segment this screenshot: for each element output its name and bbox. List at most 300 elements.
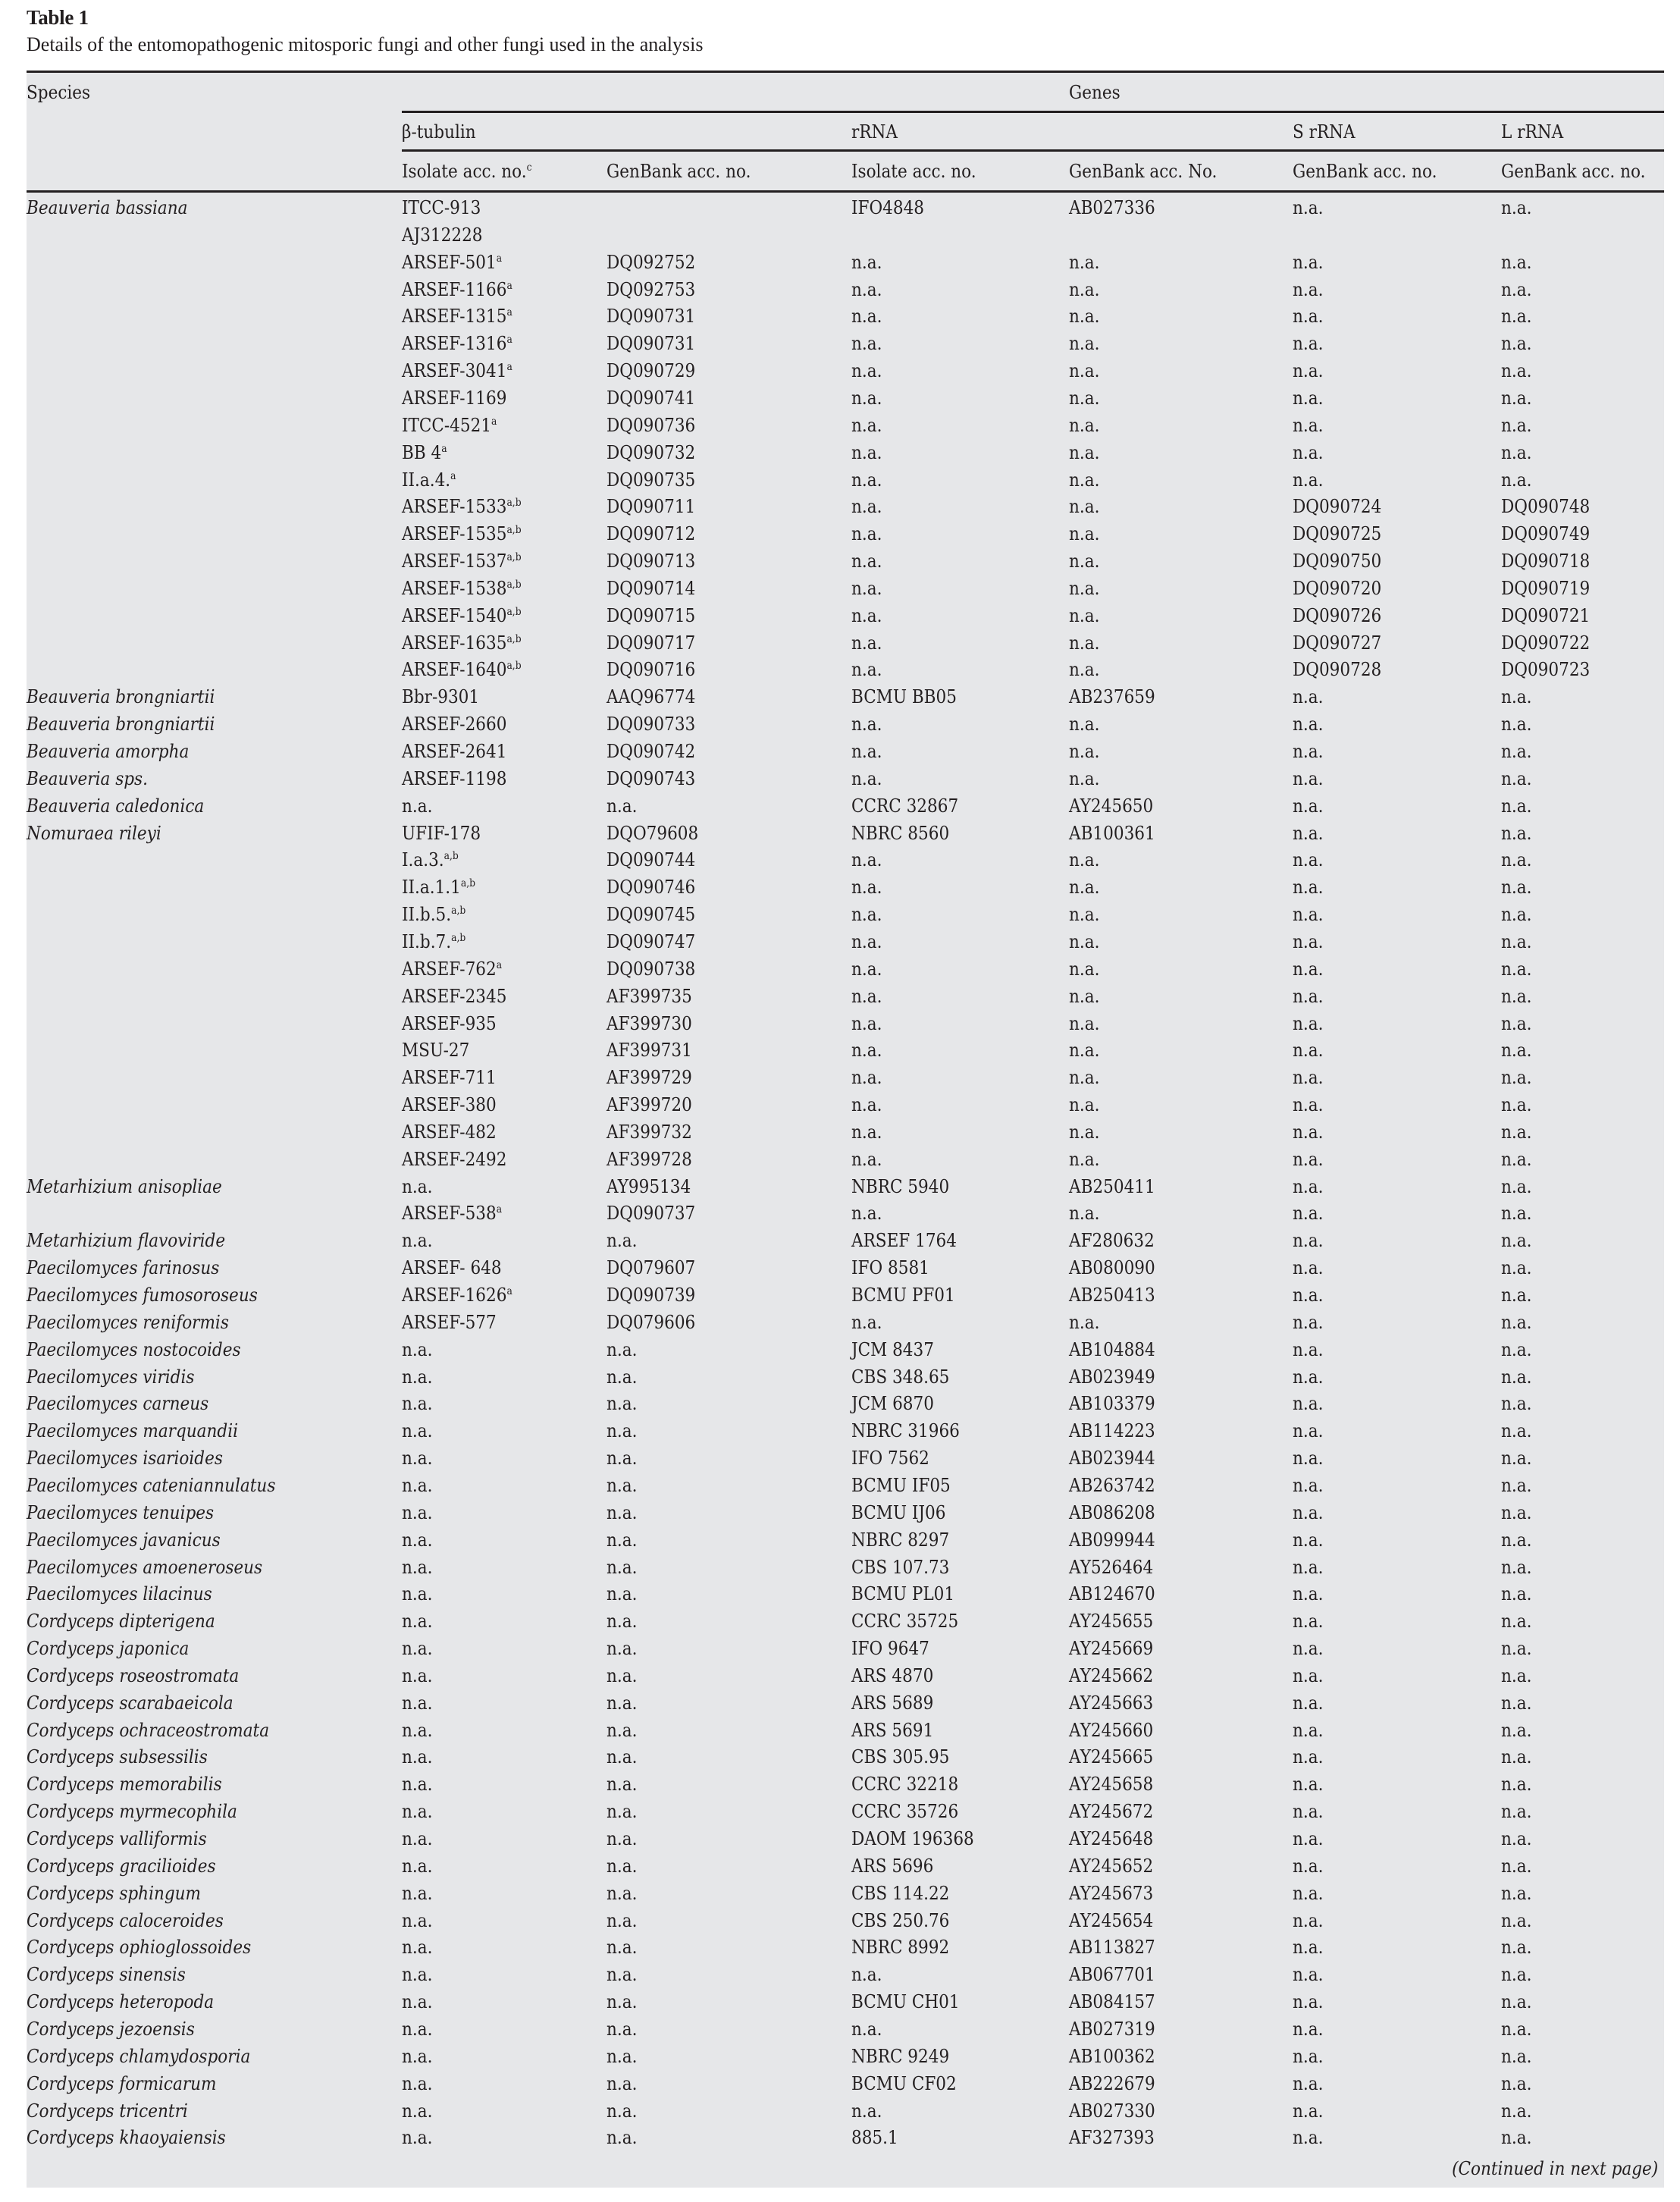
bt-isolate-cell [402, 1771, 432, 1797]
rrna-isolate-cell: n.a. [851, 1012, 882, 1034]
isolate-label: ITCC-4521 [402, 413, 492, 436]
l-rrna-genbank-cell: n.a. [1501, 957, 1532, 980]
s-rrna-genbank-cell: n.a. [1293, 332, 1324, 355]
l-rrna-genbank-cell: DQ090721 [1501, 604, 1591, 626]
rrna-genbank-cell: n.a. [1069, 1066, 1100, 1089]
l-rrna-genbank-cell: n.a. [1501, 1909, 1532, 1931]
rrna-genbank-cell: AB080090 [1069, 1256, 1155, 1279]
isolate-label: ARSEF-2641 [402, 740, 507, 762]
s-rrna-genbank-cell: n.a. [1293, 278, 1324, 300]
rrna-genbank-cell: n.a. [1069, 468, 1100, 491]
bt-isolate-cell [402, 1934, 432, 1960]
rrna-isolate-cell: n.a. [851, 550, 882, 572]
l-rrna-genbank-cell: n.a. [1501, 1039, 1532, 1062]
s-rrna-genbank-cell: n.a. [1293, 359, 1324, 382]
rrna-isolate-cell: CBS 107.73 [851, 1555, 950, 1578]
rrna-isolate-cell: BCMU CH01 [851, 1990, 960, 2013]
l-rrna-genbank-cell: n.a. [1501, 305, 1532, 328]
bt-genbank-cell: AF399720 [606, 1093, 692, 1116]
rrna-genbank-cell: n.a. [1069, 386, 1100, 409]
rrna-genbank-cell: n.a. [1069, 522, 1100, 545]
isolate-label: ARSEF-711 [402, 1066, 497, 1089]
header-genes: Genes [1069, 81, 1121, 103]
isolate-label: II.b.5. [402, 903, 452, 926]
species-cell: Cordyceps gracilioides [27, 1854, 216, 1877]
bt-genbank-cell: DQ090729 [606, 359, 696, 382]
rrna-genbank-cell: n.a. [1069, 848, 1100, 871]
species-cell: Paecilomyces nostocoides [27, 1338, 241, 1360]
s-rrna-genbank-cell: n.a. [1293, 413, 1324, 436]
footnote-marker: a [450, 469, 456, 482]
isolate-label: n.a. [402, 2099, 433, 2122]
rrna-genbank-cell: AB027319 [1069, 2017, 1155, 2040]
l-rrna-genbank-cell: n.a. [1501, 685, 1532, 708]
bt-isolate-cell [402, 1011, 497, 1037]
l-rrna-genbank-cell: n.a. [1501, 1963, 1532, 1986]
bt-isolate-cell [402, 2071, 432, 2097]
s-rrna-genbank-cell: DQ090720 [1293, 576, 1382, 599]
rrna-genbank-cell: AB100362 [1069, 2044, 1155, 2067]
isolate-label: n.a. [402, 1528, 433, 1551]
rrna-genbank-cell: AB124670 [1069, 1582, 1155, 1605]
l-rrna-genbank-cell: n.a. [1501, 1310, 1532, 1333]
l-rrna-genbank-cell: DQ090748 [1501, 495, 1591, 518]
isolate-label: n.a. [402, 794, 433, 817]
footnote-marker: a [506, 279, 512, 292]
species-cell: Beauveria caledonica [27, 794, 205, 817]
bt-genbank-cell: n.a. [606, 1746, 638, 1768]
l-rrna-genbank-cell: n.a. [1501, 1202, 1532, 1225]
isolate-label: II.a.1.1 [402, 876, 461, 899]
s-rrna-genbank-cell: n.a. [1293, 1066, 1324, 1089]
footnote-marker: a,b [506, 578, 522, 591]
isolate-label: n.a. [402, 1419, 433, 1442]
rrna-isolate-cell: n.a. [851, 278, 882, 300]
bt-genbank-cell: DQ090733 [606, 713, 696, 736]
bt-genbank-cell: n.a. [606, 2072, 638, 2094]
rrna-isolate-cell: n.a. [851, 984, 882, 1007]
bt-isolate-cell [402, 521, 522, 547]
s-rrna-genbank-cell: n.a. [1293, 1773, 1324, 1796]
s-rrna-genbank-cell: n.a. [1293, 1555, 1324, 1578]
l-rrna-genbank-cell: n.a. [1501, 1637, 1532, 1660]
bt-genbank-cell: AF399732 [606, 1120, 692, 1143]
rrna-isolate-cell: IFO4848 [851, 196, 925, 218]
isolate-label: n.a. [402, 2017, 433, 2040]
s-rrna-genbank-cell: n.a. [1293, 1909, 1324, 1931]
isolate-label: ARSEF-1535 [402, 522, 507, 545]
footnote-marker: a,b [506, 632, 522, 645]
rrna-genbank-cell: AY245669 [1069, 1637, 1154, 1660]
bt-genbank-cell: n.a. [606, 1582, 638, 1605]
rrna-isolate-cell: JCM 6870 [851, 1392, 934, 1415]
rrna-genbank-cell: n.a. [1069, 550, 1100, 572]
s-rrna-genbank-cell: n.a. [1293, 1501, 1324, 1523]
bt-genbank-cell: n.a. [606, 1528, 638, 1551]
bt-isolate-cell [402, 331, 512, 356]
rrna-genbank-cell: AY245663 [1069, 1691, 1154, 1714]
species-cell: Paecilomyces marquandii [27, 1419, 239, 1442]
rrna-genbank-cell: AB027336 [1069, 196, 1155, 218]
bt-genbank-cell: DQ090747 [606, 930, 696, 952]
footnote-marker: c [526, 161, 532, 174]
isolate-label: ARSEF-1316 [402, 332, 507, 355]
species-cell: Paecilomyces javanicus [27, 1528, 221, 1551]
bt-genbank-cell: n.a. [606, 1718, 638, 1741]
bt-isolate-cell [402, 1744, 432, 1770]
rrna-genbank-cell: n.a. [1069, 984, 1100, 1007]
isolate-label: n.a. [402, 1447, 433, 1470]
l-rrna-genbank-cell: n.a. [1501, 1419, 1532, 1442]
bt-genbank-cell: n.a. [606, 1691, 638, 1714]
species-cell: Nomuraea rileyi [27, 821, 161, 844]
bt-isolate-cell [402, 630, 522, 656]
bt-isolate-cell [402, 1989, 432, 2015]
species-cell: Metarhizium anisopliae [27, 1175, 222, 1197]
isolate-label: ARSEF-1315 [402, 305, 507, 328]
rrna-isolate-cell: BCMU BB05 [851, 685, 957, 708]
header-group-rrna: rRNA [851, 121, 898, 143]
rrna-isolate-cell: n.a. [851, 957, 882, 980]
bt-isolate-cell [402, 1418, 432, 1444]
species-cell: Cordyceps dipterigena [27, 1610, 215, 1633]
s-rrna-genbank-cell: n.a. [1293, 1990, 1324, 2013]
rrna-genbank-cell: n.a. [1069, 1310, 1100, 1333]
l-rrna-genbank-cell: n.a. [1501, 413, 1532, 436]
rrna-isolate-cell: n.a. [851, 1202, 882, 1225]
header-s-rrna-genbank: GenBank acc. no. [1293, 160, 1437, 182]
bt-genbank-cell: DQ090744 [606, 848, 696, 871]
rrna-genbank-cell: AB023944 [1069, 1447, 1155, 1470]
s-rrna-genbank-cell: n.a. [1293, 794, 1324, 817]
bt-genbank-cell: n.a. [606, 1854, 638, 1877]
bt-isolate-cell [402, 548, 522, 574]
bt-genbank-cell: DQ079606 [606, 1310, 696, 1333]
rrna-isolate-cell: BCMU IJ06 [851, 1501, 946, 1523]
bt-genbank-cell: DQ090711 [606, 495, 696, 518]
l-rrna-genbank-cell: n.a. [1501, 1392, 1532, 1415]
s-rrna-genbank-cell: n.a. [1293, 1229, 1324, 1252]
s-rrna-genbank-cell: n.a. [1293, 1800, 1324, 1823]
l-rrna-genbank-cell: n.a. [1501, 1528, 1532, 1551]
l-rrna-genbank-cell: n.a. [1501, 1610, 1532, 1633]
bt-genbank-cell: n.a. [606, 1419, 638, 1442]
bt-isolate-cell [402, 1445, 432, 1471]
rrna-isolate-cell: n.a. [851, 359, 882, 382]
l-rrna-genbank-cell: n.a. [1501, 1990, 1532, 2013]
rrna-isolate-cell: NBRC 5940 [851, 1175, 950, 1197]
bt-isolate-cell [402, 1473, 432, 1498]
footnote-marker: a,b [444, 850, 459, 863]
header-bt-genbank: GenBank acc. no. [606, 160, 751, 182]
l-rrna-genbank-cell: n.a. [1501, 1120, 1532, 1143]
s-rrna-genbank-cell: n.a. [1293, 1039, 1324, 1062]
rrna-isolate-cell: BCMU IF05 [851, 1473, 951, 1496]
footnote-marker: a [441, 442, 447, 455]
isolate-label: n.a. [402, 1365, 433, 1388]
species-cell: Cordyceps scarabaeicola [27, 1691, 234, 1714]
isolate-label: ARSEF-380 [402, 1093, 497, 1116]
rrna-genbank-cell: n.a. [1069, 930, 1100, 952]
l-rrna-genbank-cell: n.a. [1501, 2044, 1532, 2067]
isolate-label: n.a. [402, 1827, 433, 1849]
bt-isolate-cell [402, 1690, 432, 1716]
s-rrna-genbank-cell: n.a. [1293, 1664, 1324, 1686]
footnote-marker: a [506, 360, 512, 373]
rrna-genbank-cell: AY245655 [1069, 1610, 1154, 1633]
bt-isolate-cell [402, 1500, 432, 1526]
s-rrna-genbank-cell: DQ090750 [1293, 550, 1382, 572]
s-rrna-genbank-cell: DQ090727 [1293, 631, 1382, 654]
bt-genbank-cell: DQ090737 [606, 1202, 696, 1225]
species-cell: Paecilomyces reniformis [27, 1310, 229, 1333]
rrna-isolate-cell: n.a. [851, 332, 882, 355]
species-cell: Paecilomyces farinosus [27, 1256, 220, 1279]
l-rrna-genbank-cell: n.a. [1501, 1773, 1532, 1796]
bt-isolate-cell [402, 222, 483, 248]
isolate-label: n.a. [402, 1473, 433, 1496]
isolate-label: ARSEF-1640 [402, 658, 507, 681]
isolate-label: n.a. [402, 1854, 433, 1877]
footnote-marker: a,b [506, 550, 522, 563]
l-rrna-genbank-cell: n.a. [1501, 903, 1532, 926]
rrna-isolate-cell: n.a. [851, 604, 882, 626]
s-rrna-genbank-cell: n.a. [1293, 305, 1324, 328]
rrna-isolate-cell: n.a. [851, 1147, 882, 1170]
isolate-label: n.a. [402, 1691, 433, 1714]
rrna-isolate-cell: ARS 4870 [851, 1664, 934, 1686]
rrna-isolate-cell: ARS 5691 [851, 1718, 934, 1741]
bt-genbank-cell: n.a. [606, 1990, 638, 2013]
rrna-isolate-cell: n.a. [851, 903, 882, 926]
species-cell: Paecilomyces cateniannulatus [27, 1473, 276, 1496]
rrna-isolate-cell: n.a. [851, 2099, 882, 2122]
bt-genbank-cell: DQ090712 [606, 522, 696, 545]
isolate-label: ARSEF- 648 [402, 1256, 502, 1279]
species-cell: Paecilomyces fumosoroseus [27, 1284, 258, 1306]
rrna-genbank-cell: n.a. [1069, 1039, 1100, 1062]
bt-isolate-cell [402, 1391, 432, 1416]
l-rrna-genbank-cell: n.a. [1501, 1175, 1532, 1197]
bt-isolate-cell [402, 358, 512, 384]
rrna-genbank-cell: AB103379 [1069, 1392, 1155, 1415]
s-rrna-genbank-cell: n.a. [1293, 1202, 1324, 1225]
bt-genbank-cell: DQ090743 [606, 767, 696, 789]
rrna-genbank-cell: n.a. [1069, 332, 1100, 355]
rrna-genbank-cell: n.a. [1069, 576, 1100, 599]
l-rrna-genbank-cell: n.a. [1501, 1746, 1532, 1768]
l-rrna-genbank-cell: n.a. [1501, 2072, 1532, 2094]
rrna-genbank-cell: AB114223 [1069, 1419, 1155, 1442]
rrna-isolate-cell: CCRC 35725 [851, 1610, 959, 1633]
bt-genbank-cell: AF399730 [606, 1012, 692, 1034]
header-rrna-isolate: Isolate acc. no. [851, 160, 976, 182]
bt-isolate-cell [402, 1608, 432, 1634]
l-rrna-genbank-cell: n.a. [1501, 1147, 1532, 1170]
rrna-genbank-cell: AB027330 [1069, 2099, 1155, 2122]
bt-isolate-cell [402, 1364, 432, 1390]
rrna-isolate-cell: CCRC 32218 [851, 1773, 959, 1796]
rrna-isolate-cell: n.a. [851, 576, 882, 599]
bt-isolate-cell [402, 1228, 432, 1253]
bt-isolate-cell [402, 303, 512, 329]
rrna-isolate-cell: n.a. [851, 740, 882, 762]
s-rrna-genbank-cell: n.a. [1293, 1610, 1324, 1633]
rrna-genbank-cell: AB084157 [1069, 1990, 1155, 2013]
species-cell: Metarhizium flavoviride [27, 1229, 226, 1252]
s-rrna-genbank-cell: DQ090724 [1293, 495, 1382, 518]
s-rrna-genbank-cell: n.a. [1293, 876, 1324, 899]
l-rrna-genbank-cell: n.a. [1501, 767, 1532, 789]
species-cell: Cordyceps ophioglossoides [27, 1936, 252, 1959]
rrna-genbank-cell: AY526464 [1069, 1555, 1154, 1578]
header-group-s-rrna: S rRNA [1293, 121, 1356, 143]
bt-isolate-cell [402, 195, 481, 221]
bt-isolate-cell [402, 1663, 432, 1689]
species-cell: Cordyceps myrmecophila [27, 1800, 237, 1823]
rrna-isolate-cell: NBRC 8297 [851, 1528, 950, 1551]
bt-genbank-cell: DQ092753 [606, 278, 696, 300]
rrna-genbank-cell: AB237659 [1069, 685, 1155, 708]
species-cell: Cordyceps tricentri [27, 2099, 188, 2122]
l-rrna-genbank-cell: n.a. [1501, 2126, 1532, 2149]
s-rrna-genbank-cell: n.a. [1293, 1012, 1324, 1034]
species-cell: Cordyceps caloceroides [27, 1909, 224, 1931]
l-rrna-genbank-cell: n.a. [1501, 1473, 1532, 1496]
rrna-isolate-cell: n.a. [851, 1963, 882, 1986]
l-rrna-genbank-cell: n.a. [1501, 1365, 1532, 1388]
s-rrna-genbank-cell: n.a. [1293, 1284, 1324, 1306]
isolate-label: ARSEF-762 [402, 957, 497, 980]
bt-genbank-cell: DQ090736 [606, 413, 696, 436]
table-caption-text: Details of the entomopathogenic mitosporic fungi and other fungi used in the analysis [27, 33, 704, 55]
species-cell: Beauveria brongniartii [27, 685, 215, 708]
rrna-isolate-cell: n.a. [851, 413, 882, 436]
bt-isolate-cell [402, 603, 522, 629]
species-cell: Paecilomyces isarioides [27, 1447, 223, 1470]
bt-genbank-cell: n.a. [606, 2017, 638, 2040]
bt-genbank-cell: AY995134 [606, 1175, 691, 1197]
bt-isolate-cell [402, 684, 479, 710]
s-rrna-genbank-cell: n.a. [1293, 2017, 1324, 2040]
bt-genbank-cell: AAQ96774 [606, 685, 696, 708]
s-rrna-genbank-cell: n.a. [1293, 1746, 1324, 1768]
s-rrna-genbank-cell: n.a. [1293, 1338, 1324, 1360]
bt-genbank-cell: n.a. [606, 1909, 638, 1931]
isolate-label: ARSEF-1533 [402, 495, 507, 518]
species-cell: Cordyceps subsessilis [27, 1746, 208, 1768]
footnote-marker: a [506, 334, 512, 347]
rrna-isolate-cell: n.a. [851, 386, 882, 409]
isolate-label: n.a. [402, 1555, 433, 1578]
rrna-isolate-cell: n.a. [851, 495, 882, 518]
bt-genbank-cell: n.a. [606, 794, 638, 817]
isolate-label: ARSEF-1537 [402, 550, 507, 572]
bt-genbank-cell: AF399728 [606, 1147, 692, 1170]
bt-isolate-cell [402, 440, 447, 466]
species-cell: Paecilomyces viridis [27, 1365, 195, 1388]
bt-genbank-cell: n.a. [606, 2044, 638, 2067]
l-rrna-genbank-cell: n.a. [1501, 332, 1532, 355]
bt-genbank-cell: n.a. [606, 1637, 638, 1660]
rrna-isolate-cell: n.a. [851, 713, 882, 736]
s-rrna-genbank-cell: n.a. [1293, 1881, 1324, 1904]
s-rrna-genbank-cell: n.a. [1293, 984, 1324, 1007]
bt-isolate-cell [402, 412, 497, 438]
rrna-isolate-cell: n.a. [851, 468, 882, 491]
rrna-genbank-cell: AB263742 [1069, 1473, 1155, 1496]
bt-genbank-cell: DQO79608 [606, 821, 699, 844]
bt-isolate-cell [402, 1636, 432, 1661]
header-group-l-rrna: L rRNA [1501, 121, 1564, 143]
rrna-isolate-cell: CBS 114.22 [851, 1881, 950, 1904]
s-rrna-genbank-cell: n.a. [1293, 740, 1324, 762]
species-cell: Beauveria bassiana [27, 196, 188, 218]
bt-genbank-cell: DQ090713 [606, 550, 696, 572]
rrna-genbank-cell: n.a. [1069, 1120, 1100, 1143]
s-rrna-genbank-cell: n.a. [1293, 1310, 1324, 1333]
footnote-marker: a [496, 252, 503, 265]
isolate-label: n.a. [402, 2072, 433, 2094]
bt-isolate-cell [402, 576, 522, 601]
rrna-genbank-cell: n.a. [1069, 441, 1100, 463]
bt-isolate-cell [402, 657, 522, 682]
bt-genbank-cell: DQ090716 [606, 658, 696, 681]
isolate-label: II.b.7. [402, 930, 452, 952]
rrna-isolate-cell: n.a. [851, 876, 882, 899]
bt-genbank-cell: n.a. [606, 1881, 638, 1904]
l-rrna-genbank-cell: n.a. [1501, 1718, 1532, 1741]
l-rrna-genbank-cell: DQ090719 [1501, 576, 1591, 599]
bt-genbank-cell: n.a. [606, 1447, 638, 1470]
bt-genbank-cell: n.a. [606, 1473, 638, 1496]
rrna-isolate-cell: n.a. [851, 1093, 882, 1116]
s-rrna-genbank-cell: n.a. [1293, 1582, 1324, 1605]
rrna-genbank-cell: AB222679 [1069, 2072, 1155, 2094]
rrna-genbank-cell: n.a. [1069, 658, 1100, 681]
bt-isolate-cell [402, 1255, 502, 1281]
footnote-marker: a [491, 415, 497, 428]
l-rrna-genbank-cell: n.a. [1501, 1093, 1532, 1116]
rrna-isolate-cell: n.a. [851, 767, 882, 789]
species-cell: Cordyceps heteropoda [27, 1990, 215, 2013]
bt-genbank-cell: DQ090738 [606, 957, 696, 980]
rrna-isolate-cell: CBS 348.65 [851, 1365, 950, 1388]
bt-genbank-cell: n.a. [606, 2099, 638, 2122]
species-cell: Paecilomyces lilacinus [27, 1582, 212, 1605]
s-rrna-genbank-cell: n.a. [1293, 250, 1324, 273]
rrna-genbank-cell: n.a. [1069, 604, 1100, 626]
rrna-isolate-cell: n.a. [851, 1066, 882, 1089]
isolate-label: UFIF-178 [402, 821, 481, 844]
bt-isolate-cell [402, 2016, 432, 2042]
isolate-label: ARSEF-501 [402, 250, 497, 273]
species-cell: Cordyceps sinensis [27, 1963, 186, 1986]
isolate-label: ARSEF-482 [402, 1120, 497, 1143]
l-rrna-genbank-cell: n.a. [1501, 1501, 1532, 1523]
footnote-marker: a,b [451, 904, 466, 917]
l-rrna-genbank-cell: DQ090723 [1501, 658, 1591, 681]
rrna-genbank-cell: AB100361 [1069, 821, 1155, 844]
bt-isolate-cell [402, 1200, 502, 1226]
bt-isolate-cell [402, 1527, 432, 1553]
species-cell: Cordyceps jezoensis [27, 2017, 195, 2040]
s-rrna-genbank-cell: n.a. [1293, 903, 1324, 926]
bt-genbank-cell: n.a. [606, 1800, 638, 1823]
l-rrna-genbank-cell: n.a. [1501, 1854, 1532, 1877]
s-rrna-genbank-cell: n.a. [1293, 1447, 1324, 1470]
s-rrna-genbank-cell: n.a. [1293, 930, 1324, 952]
